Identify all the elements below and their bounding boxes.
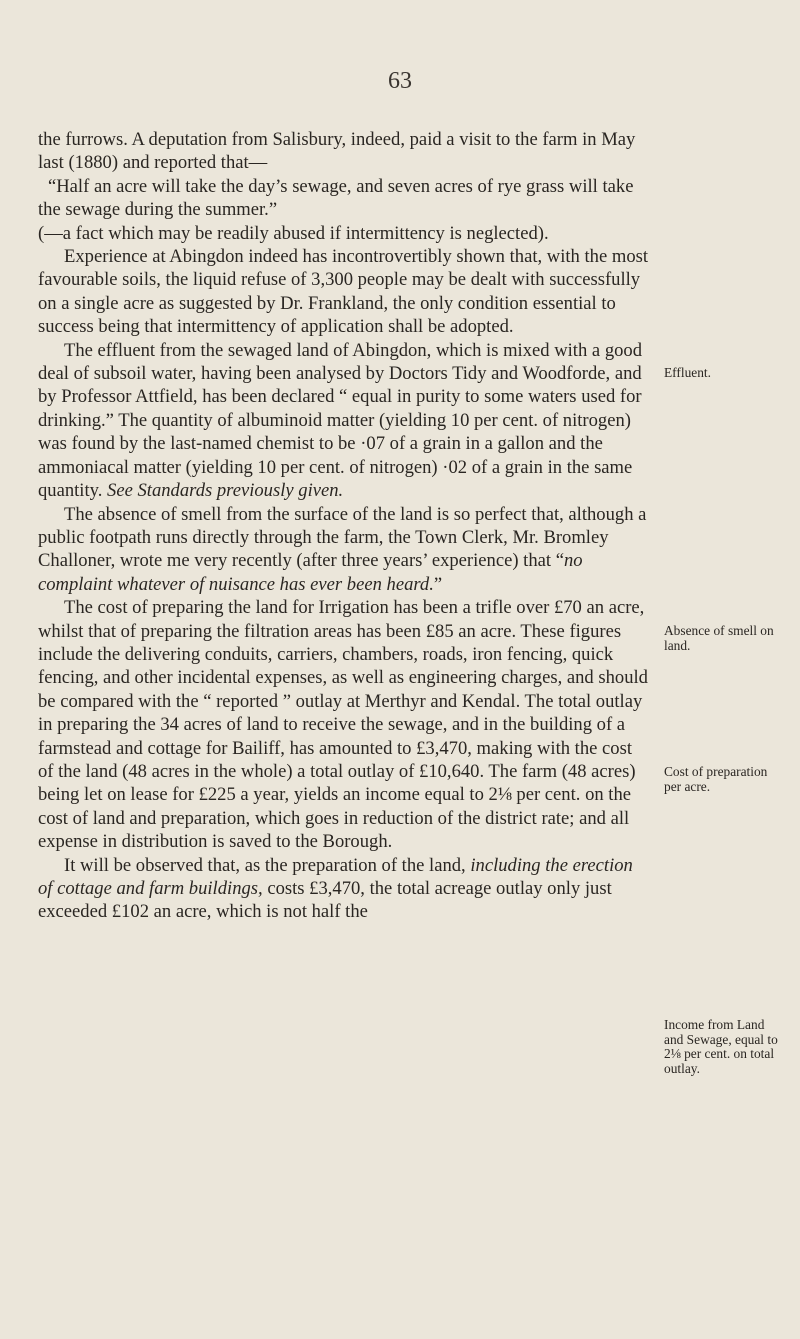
quotation-salisbury: “Half an acre will take the day’s sewage, and seven acres of rye grass will take the sewage during the summer.” xyxy=(38,175,634,221)
paragraph-cost: The cost of preparing the land for Irrigation has been a trifle over £70 an acre, whilst that of preparing the filtration areas has been £85 an acre. These figures include the delivering conduits, carriers, chambers, roads, iron fencing, quick fencing, and other incidental expenses, as well as engineering charges, and should be compared with the “ reported ” outlay at Merthyr and Kendal. The total outlay in preparing the 34 acres of land to receive the sewage, and in the building of a farmstead and cottage for Bailiff, has amounted to £3,470, making with the cost of the land (48 acres in the whole) a total outlay of £10,640. The farm (48 acres) being let on lease for £225 a year, yields an income equal to 2⅛ per cent. on the cost of land and preparation, which goes in reduction of the district rate; and all expense in distribution is saved to the Borough. xyxy=(38,597,648,853)
smell-text-end: ” xyxy=(433,573,443,595)
paragraph-absence-of-smell xyxy=(38,503,650,597)
margin-note-cost: Cost of preparation per acre. xyxy=(664,764,768,794)
final-text-b: costs £3,470, the total acreage outlay only just exceeded £102 an acre, which is not half the xyxy=(38,878,612,923)
complaint-quote: no complaint whatever of nuisance has ever been heard. xyxy=(38,550,583,595)
final-text-a: It will be observed that, as the preparation of the land, xyxy=(64,854,466,876)
paragraph-effluent xyxy=(38,339,650,503)
smell-text: The absence of smell from the surface of the land is so perfect that, although a public footpath runs directly through the farm, the Town Clerk, Mr. Bromley Challoner, wrote me very recently (after three years’ experience) that “ xyxy=(38,503,647,572)
margin-note-income: Income from Land and Sewage, equal to 2⅛ per cent. on total outlay. xyxy=(664,1017,778,1076)
margin-note-effluent: Effluent. xyxy=(664,365,711,380)
standards-reference: See Standards previously given. xyxy=(107,480,344,502)
paragraph-final xyxy=(38,854,650,924)
paragraph-3: (—a fact which may be readily abused if intermittency is neglected). xyxy=(38,222,549,244)
margin-note-absence-of-smell: Absence of smell on land. xyxy=(664,623,774,653)
paragraph-abingdon-experience: Experience at Abingdon indeed has incontrovertibly shown that, with the most favourable soils, the liquid refuse of 3,300 people may be dealt with successfully on a single acre as suggested by Dr. Frankland, the only condition essential to success being that intermittency of application shall be adopted. xyxy=(38,246,649,338)
page-number: 63 xyxy=(388,68,412,94)
effluent-text: The effluent from the sewaged land of Abingdon, which is mixed with a good deal of subsoil water, having been analysed by Doctors Tidy and Woodforde, and by Professor Attfield, has been declared “ equal in purity to some waters used for drinking.” The quantity of albuminoid matter (yielding 10 per cent. of nitrogen) was found by the last-named chemist to be ·07 of a grain in a gallon and the ammoniacal matter (yielding 10 per cent. of nitrogen) ·02 of a grain in the same quantity. xyxy=(38,339,643,502)
body-text xyxy=(38,128,650,924)
final-italic: including the erection of cottage and farm buildings, xyxy=(38,854,633,899)
paragraph-1: the furrows. A deputation from Salisbury, indeed, paid a visit to the farm in May last (1880) and reported that— xyxy=(38,129,636,174)
